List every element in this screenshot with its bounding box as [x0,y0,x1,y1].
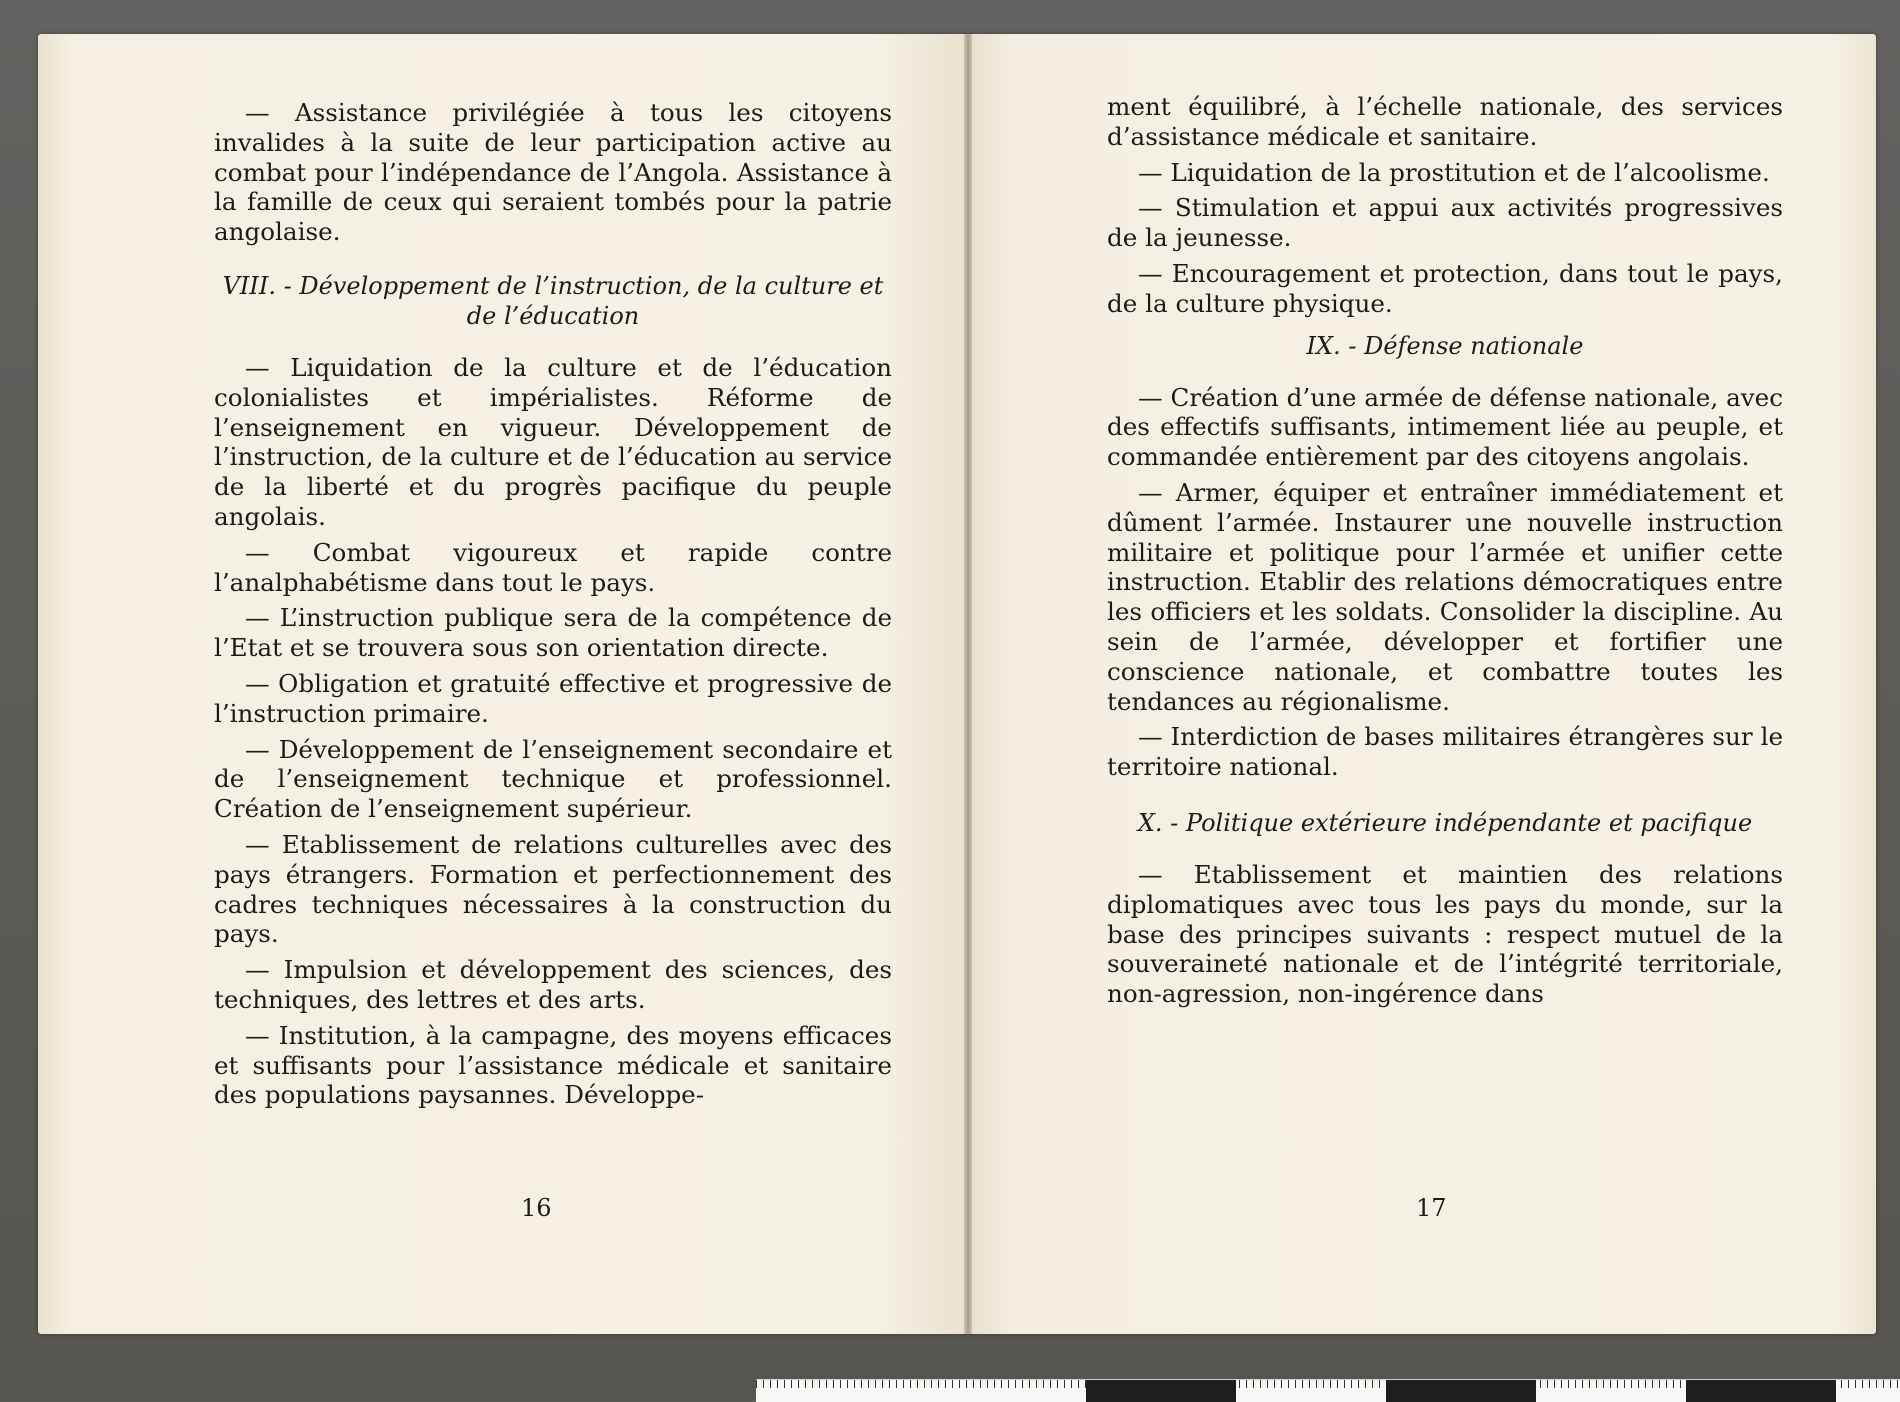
paragraph: — Stimulation et appui aux activités progressives de la jeunesse. [1107,193,1783,253]
open-booklet [38,34,1876,1334]
paragraph: — Obligation et gratuité effective et progressive de l’instruction primaire. [214,668,892,728]
right-page [968,34,1876,1334]
paragraph: — Impulsion et développement des sciences, des techniques, des lettres et des arts. [214,955,892,1014]
section-heading-viii: VIII. - Développement de l’instruction, de la culture et de l’éducation [222,271,884,330]
left-page [38,34,968,1334]
paragraph: — Combat vigoureux et rapide contre l’analphabétisme dans tout le pays. [214,537,892,597]
paragraph: — Interdiction de bases militaires étrangères sur le territoire national. [1107,722,1783,782]
page-number-right: 17 [1416,1194,1447,1222]
right-page-text [1107,92,1783,1015]
paragraph: — Institution, à la campagne, des moyens efficaces et suffisants pour l’assistance médicale et sanitaire des populations paysannes. Développe- [214,1020,892,1110]
paragraph: — Encouragement et protection, dans tout le pays, de la culture physique. [1107,258,1783,318]
paragraph-continuation: ment équilibré, à l’échelle nationale, des services d’assistance médicale et sanitaire. [1107,92,1783,151]
paragraph: — Développement de l’enseignement secondaire et de l’enseignement technique et professionnel. Création de l’enseignement supérieur. [214,734,892,824]
scale-segment [1086,1380,1236,1402]
section-heading-x: X. - Politique extérieure indépendante et pacifique [1137,808,1753,837]
paragraph: — Assistance privilégiée à tous les citoyens invalides à la suite de leur participation active au combat pour l’indépendance de l’Angola. Assistance à la famille de ceux qui seraient tombés pour la patrie angolaise. [214,98,892,247]
paragraph: — Création d’une armée de défense nationale, avec des effectifs suffisants, intimement liée au peuple, et commandée entièrement par des citoyens angolais. [1107,382,1783,472]
paragraph: — Liquidation de la prostitution et de l’alcoolisme. [1138,157,1770,187]
paragraph: — L’instruction publique sera de la compétence de l’Etat et se trouvera sous son orientation directe. [214,603,892,663]
paragraph: — Armer, équiper et entraîner immédiatement et dûment l’armée. Instaurer une nouvelle instruction militaire et politique pour l’armée et unifier cette instruction. Etablir des relations démocratiques entre les officiers et les soldats. Consolider la discipline. Au sein de l’armée, développer et fortifier une conscience nationale, et combattre toutes les tendances au régionalisme. [1107,477,1783,716]
scale-segment [1386,1380,1536,1402]
section-heading-ix: IX. - Défense nationale [1306,331,1584,360]
paragraph: — Etablissement et maintien des relations diplomatiques avec tous les pays du monde, sur la base des principes suivants : respect mutuel de la souveraineté nationale et de l’intégrité territoriale, non-agression, non-ingérence dans [1107,859,1783,1009]
paragraph: — Etablissement de relations culturelles avec des pays étrangers. Formation et perfectionnement des cadres techniques nécessaires à la construction du pays. [214,829,892,949]
book-gutter [964,34,972,1334]
paragraph: — Liquidation de la culture et de l’éducation colonialistes et impérialistes. Réforme de l’enseignement en vigueur. Développement de l’instruction, de la culture et de l’éducation au service de la liberté et du progrès pacifique du peuple angolais. [214,352,892,531]
page-number-left: 16 [521,1194,552,1222]
measurement-scale [756,1379,1900,1402]
scale-segment [1686,1380,1836,1402]
left-page-text [214,98,892,1116]
